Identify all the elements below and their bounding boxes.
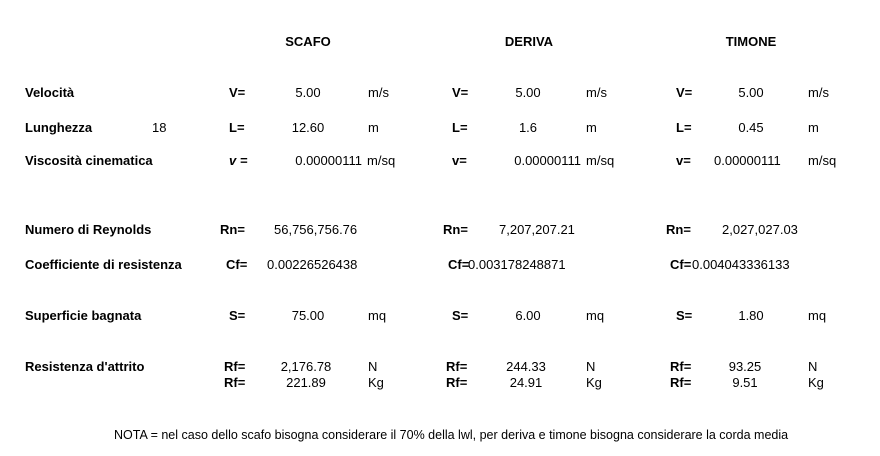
- lunghezza-extra-value: 18: [152, 120, 167, 135]
- footnote-nota: NOTA = nel caso dello scafo bisogna considerare il 70% della lwl, per deriva e timone bisogna considerare la corda media: [114, 428, 789, 442]
- deriva-velocita-unit: m/s: [586, 85, 607, 100]
- scafo-lunghezza-unit: m: [368, 120, 379, 135]
- header-deriva: DERIVA: [504, 34, 554, 49]
- scafo-lunghezza-value: 12.60: [291, 120, 325, 135]
- deriva-resistenza-kg-value: 24.91: [509, 375, 543, 390]
- timone-resistenza-kg-value: 9.51: [732, 375, 758, 390]
- scafo-superficie-unit: mq: [368, 308, 387, 323]
- timone-lunghezza-symbol: L=: [676, 120, 692, 135]
- label-velocita: Velocità: [25, 85, 75, 100]
- deriva-resistenza-kg-symbol: Rf=: [446, 375, 468, 390]
- deriva-viscosita-value: 0.00000111: [514, 153, 581, 168]
- deriva-resistenza-kg-unit: Kg: [586, 375, 602, 390]
- scafo-superficie-value: 75.00: [291, 308, 325, 323]
- deriva-viscosita-unit: m/sq: [586, 153, 615, 168]
- scafo-viscosita-symbol: v =: [229, 153, 248, 168]
- scafo-viscosita-unit: m/sq: [367, 153, 396, 168]
- timone-reynolds-value: 2,027,027.03: [722, 222, 798, 237]
- scafo-reynolds-value: 56,756,756.76: [274, 222, 358, 237]
- label-superficie: Superficie bagnata: [25, 308, 142, 323]
- timone-resistenza-kg-symbol: Rf=: [670, 375, 692, 390]
- scafo-velocita-value: 5.00: [295, 85, 321, 100]
- deriva-superficie-value: 6.00: [515, 308, 541, 323]
- timone-coefficiente-value: 0.004043336133: [692, 257, 790, 272]
- deriva-reynolds-value: 7,207,207.21: [499, 222, 575, 237]
- label-reynolds: Numero di Reynolds: [25, 222, 152, 237]
- deriva-lunghezza-symbol: L=: [452, 120, 468, 135]
- timone-resistenza-kg-unit: Kg: [808, 375, 824, 390]
- label-resistenza: Resistenza d'attrito: [25, 359, 145, 374]
- header-scafo: SCAFO: [285, 34, 331, 49]
- deriva-lunghezza-unit: m: [586, 120, 597, 135]
- timone-velocita-value: 5.00: [738, 85, 764, 100]
- scafo-resistenza-kg-value: 221.89: [286, 375, 326, 390]
- scafo-superficie-symbol: S=: [229, 308, 246, 323]
- deriva-velocita-symbol: V=: [452, 85, 469, 100]
- scafo-velocita-symbol: V=: [229, 85, 246, 100]
- header-timone: TIMONE: [725, 34, 777, 49]
- deriva-reynolds-symbol: Rn=: [443, 222, 468, 237]
- timone-resistenza-n-value: 93.25: [728, 359, 762, 374]
- label-coefficiente: Coefficiente di resistenza: [25, 257, 182, 272]
- scafo-reynolds-symbol: Rn=: [220, 222, 245, 237]
- timone-resistenza-n-symbol: Rf=: [670, 359, 692, 374]
- deriva-resistenza-n-symbol: Rf=: [446, 359, 468, 374]
- timone-lunghezza-value: 0.45: [738, 120, 764, 135]
- label-viscosita: Viscosità cinematica: [25, 153, 153, 168]
- scafo-resistenza-n-symbol: Rf=: [224, 359, 246, 374]
- deriva-viscosita-symbol: v=: [452, 153, 467, 168]
- scafo-resistenza-n-unit: N: [368, 359, 378, 374]
- scafo-resistenza-n-value: 2,176.78: [280, 359, 332, 374]
- deriva-velocita-value: 5.00: [515, 85, 541, 100]
- scafo-resistenza-kg-symbol: Rf=: [224, 375, 246, 390]
- scafo-viscosita-value: 0.00000111: [295, 153, 362, 168]
- deriva-coefficiente-value: 0.003178248871: [468, 257, 566, 272]
- timone-velocita-unit: m/s: [808, 85, 829, 100]
- timone-coefficiente-symbol: Cf=: [670, 257, 692, 272]
- scafo-coefficiente-symbol: Cf=: [226, 257, 248, 272]
- deriva-lunghezza-value: 1.6: [518, 120, 538, 135]
- scafo-lunghezza-symbol: L=: [229, 120, 245, 135]
- timone-viscosita-value: 0.00000111: [714, 153, 781, 168]
- timone-superficie-symbol: S=: [676, 308, 693, 323]
- scafo-coefficiente-value: 0.00226526438: [267, 257, 358, 272]
- timone-lunghezza-unit: m: [808, 120, 819, 135]
- deriva-superficie-symbol: S=: [452, 308, 469, 323]
- timone-superficie-unit: mq: [808, 308, 827, 323]
- timone-reynolds-symbol: Rn=: [666, 222, 691, 237]
- timone-viscosita-symbol: v=: [676, 153, 691, 168]
- timone-velocita-symbol: V=: [676, 85, 693, 100]
- deriva-resistenza-n-unit: N: [586, 359, 596, 374]
- label-lunghezza: Lunghezza: [25, 120, 93, 135]
- scafo-velocita-unit: m/s: [368, 85, 389, 100]
- timone-superficie-value: 1.80: [738, 308, 764, 323]
- deriva-coefficiente-symbol: Cf=: [448, 257, 470, 272]
- timone-viscosita-unit: m/sq: [808, 153, 837, 168]
- deriva-resistenza-n-value: 244.33: [506, 359, 546, 374]
- deriva-superficie-unit: mq: [586, 308, 605, 323]
- timone-resistenza-n-unit: N: [808, 359, 818, 374]
- scafo-resistenza-kg-unit: Kg: [368, 375, 384, 390]
